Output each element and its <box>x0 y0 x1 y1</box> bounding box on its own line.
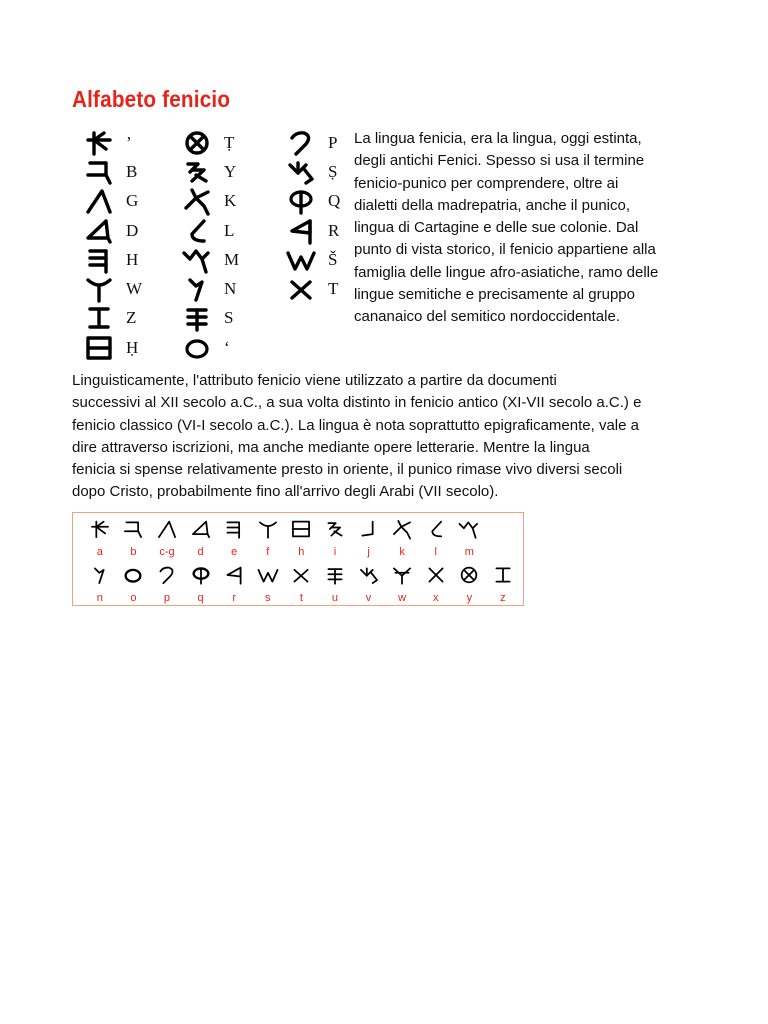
phoenician-gimel-icon <box>76 188 122 214</box>
phoenician-samekh-icon <box>324 565 346 590</box>
latin-letter: K <box>224 191 237 211</box>
chart-column <box>174 128 252 362</box>
phoenician-qoph-icon <box>278 188 324 214</box>
table-cell <box>150 519 184 558</box>
phoenician-daleth-icon <box>76 218 122 244</box>
phoenician-res-icon <box>223 565 245 590</box>
letter-row <box>174 245 252 274</box>
text-line: lingue semitiche e precisamente al gruppo <box>354 286 635 304</box>
phoenician-beth-icon <box>122 519 144 544</box>
table-cell <box>285 519 319 558</box>
table-row <box>83 565 520 604</box>
phoenician-gimel-icon <box>156 519 178 544</box>
phoenician-teth-icon <box>174 130 220 156</box>
latin-label: o <box>130 592 137 604</box>
table-row <box>83 519 486 558</box>
text-line: successivi al XII secolo a.C., a sua volta distinto in fenicio antico (XI-VII secolo a.C.) e <box>72 394 642 412</box>
latin-label: x <box>432 592 439 604</box>
table-cell <box>217 519 251 558</box>
latin-label: b <box>130 546 137 558</box>
table-cell <box>117 519 151 558</box>
text-line: dialetti della madrepatria, anche il punico, <box>354 196 630 214</box>
letter-row <box>174 274 252 303</box>
latin-label: t <box>299 592 303 604</box>
phoenician-sin-icon <box>278 247 324 273</box>
latin-label: k <box>399 546 405 558</box>
phoenician-aleph-icon <box>76 130 122 156</box>
phoenician-taw-alt-icon <box>425 565 447 590</box>
latin-label: l <box>434 546 437 558</box>
letter-row <box>278 245 356 274</box>
letter-row <box>76 304 154 333</box>
table-cell <box>385 565 419 604</box>
letter-row <box>76 187 154 216</box>
phoenician-nun-icon <box>174 276 220 302</box>
table-cell <box>419 519 453 558</box>
text-line: dopo Cristo, probabilmente fino all'arrivo degli Arabi (VII secolo). <box>72 483 499 501</box>
latin-letter: N <box>224 279 237 299</box>
phoenician-sade-icon <box>278 159 324 185</box>
latin-letter: D <box>126 220 139 240</box>
table-cell <box>83 565 117 604</box>
table-cell <box>184 519 218 558</box>
latin-label: w <box>398 592 407 604</box>
latin-label: j <box>367 546 370 558</box>
phoenician-he-icon <box>76 247 122 273</box>
phoenician-lamedh-icon <box>425 519 447 544</box>
latin-letter: Ṭ <box>224 132 235 152</box>
phoenician-sade-icon <box>358 565 380 590</box>
phoenician-nun-icon <box>89 565 111 590</box>
phoenician-he-icon <box>223 519 245 544</box>
table-cell <box>184 565 218 604</box>
latin-label: m <box>464 546 474 558</box>
table-cell <box>352 565 386 604</box>
letter-row <box>174 333 252 362</box>
letter-row <box>76 128 154 157</box>
phoenician-waw-alt-icon <box>391 565 413 590</box>
latin-letter: Š <box>328 249 338 269</box>
table-cell <box>486 565 520 604</box>
intro-text <box>354 128 704 329</box>
latin-letter: Ṣ <box>328 161 338 181</box>
latin-label: h <box>298 546 305 558</box>
letter-row <box>278 187 356 216</box>
table-cell <box>83 519 117 558</box>
text-line: Linguisticamente, l'attributo fenicio viene utilizzato a partire da documenti <box>72 372 557 389</box>
latin-label: r <box>232 592 236 604</box>
text-line: punto di vista storico, il fenicio appartiene alla <box>354 241 656 259</box>
phoenician-waw-icon <box>257 519 279 544</box>
latin-letter: S <box>224 308 234 328</box>
phoenician-beth-icon <box>76 159 122 185</box>
latin-label: y <box>466 592 473 604</box>
letter-row <box>278 274 356 303</box>
table-cell <box>251 565 285 604</box>
latin-label: q <box>197 592 204 604</box>
chart-column <box>278 128 356 304</box>
phoenician-taw-icon <box>290 565 312 590</box>
phoenician-heth-icon <box>290 519 312 544</box>
phoenician-daleth-icon <box>190 519 212 544</box>
phoenician-ayin-icon <box>122 565 144 590</box>
table-cell <box>117 565 151 604</box>
latin-letter: ‘ <box>224 337 230 357</box>
latin-label: e <box>231 546 238 558</box>
latin-correspondence-table <box>72 512 524 606</box>
latin-label: u <box>331 592 339 604</box>
table-cell <box>453 565 487 604</box>
latin-letter: Z <box>126 308 137 328</box>
text-line: fenicia si spense relativamente presto in oriente, il punico rimase vivo diversi secoli <box>72 461 623 479</box>
letter-row <box>76 333 154 362</box>
latin-letter: G <box>126 191 139 211</box>
letter-row <box>76 216 154 245</box>
phoenician-yodh-icon <box>324 519 346 544</box>
latin-letter: P <box>328 132 338 152</box>
chart-column <box>76 128 154 362</box>
text-line: fenicio classico (VI-I secolo a.C.). La lingua è nota soprattutto epigraficamente, vale a <box>72 416 639 434</box>
latin-letter: B <box>126 161 138 181</box>
latin-letter: Ḥ <box>126 337 139 357</box>
table-cell <box>251 519 285 558</box>
phoenician-zayin-icon <box>492 565 514 590</box>
latin-letter: L <box>224 220 235 240</box>
table-cell <box>318 565 352 604</box>
phoenician-samekh-icon <box>174 305 220 331</box>
latin-letter: Y <box>224 161 237 181</box>
latin-label: d <box>197 546 204 558</box>
phoenician-aleph-icon <box>89 519 111 544</box>
latin-label: a <box>96 546 103 558</box>
phoenician-pe-icon <box>278 130 324 156</box>
text-line: famiglia delle lingue afro-asiatiche, ramo delle <box>354 263 659 281</box>
phoenician-zayin-icon <box>76 305 122 331</box>
text-line: cananaico del semitico nordoccidentale. <box>354 308 620 326</box>
latin-label: i <box>333 546 337 558</box>
text-line: lingua di Cartagine e delle sue colonie. Dal <box>354 219 639 237</box>
text-line: La lingua fenicia, era la lingua, oggi estinta, <box>354 130 642 147</box>
text-line: degli antichi Fenici. Spesso si usa il termine <box>354 152 645 170</box>
latin-label: c-g <box>159 546 175 558</box>
phoenician-kaph-icon <box>174 188 220 214</box>
table-cell <box>385 519 419 558</box>
latin-label: n <box>96 592 103 604</box>
letter-row <box>76 157 154 186</box>
phoenician-heth-icon <box>76 335 122 361</box>
table-cell <box>150 565 184 604</box>
latin-letter: M <box>224 249 240 269</box>
letter-row <box>174 187 252 216</box>
table-cell <box>318 519 352 558</box>
letter-row <box>278 128 356 157</box>
phoenician-lamedh-icon <box>174 218 220 244</box>
table-cell <box>352 519 386 558</box>
text-line: dire attraverso iscrizioni, ma anche mediante opere letterarie. Mentre la lingua <box>72 438 590 456</box>
latin-letter: T <box>328 279 339 299</box>
phoenician-res-icon <box>278 218 324 244</box>
latin-label: z <box>500 592 506 604</box>
letter-row <box>174 216 252 245</box>
latin-letter: Q <box>328 191 341 211</box>
letter-row <box>174 304 252 333</box>
latin-label: f <box>266 546 270 558</box>
letter-row <box>278 216 356 245</box>
latin-letter: R <box>328 220 340 240</box>
latin-label: p <box>163 592 171 604</box>
table-cell <box>285 565 319 604</box>
phoenician-teth-icon <box>458 565 480 590</box>
latin-letter: ’ <box>126 132 132 152</box>
phoenician-yodh-alt-icon <box>358 519 380 544</box>
letter-row <box>278 157 356 186</box>
phoenician-ayin-icon <box>174 335 220 361</box>
phoenician-mem-icon <box>174 247 220 273</box>
page-title: Alfabeto fenicio <box>72 86 231 112</box>
latin-label: v <box>365 592 372 604</box>
phoenician-waw-icon <box>76 276 122 302</box>
latin-letter: H <box>126 249 139 269</box>
letter-row <box>76 274 154 303</box>
text-line: fenicio-punico per comprendere, oltre ai <box>354 174 619 192</box>
body-paragraph <box>72 370 712 504</box>
letter-row <box>76 245 154 274</box>
phoenician-kaph-icon <box>391 519 413 544</box>
letter-row <box>174 128 252 157</box>
letter-row <box>174 157 252 186</box>
phoenician-qoph-icon <box>190 565 212 590</box>
phoenician-mem-icon <box>458 519 480 544</box>
table-cell <box>419 565 453 604</box>
phoenician-pe-icon <box>156 565 178 590</box>
table-cell <box>217 565 251 604</box>
table-cell <box>453 519 487 558</box>
phoenician-yodh-icon <box>174 159 220 185</box>
phoenician-taw-icon <box>278 276 324 302</box>
latin-letter: W <box>126 279 143 299</box>
phoenician-sin-icon <box>257 565 279 590</box>
latin-label: s <box>265 592 271 604</box>
